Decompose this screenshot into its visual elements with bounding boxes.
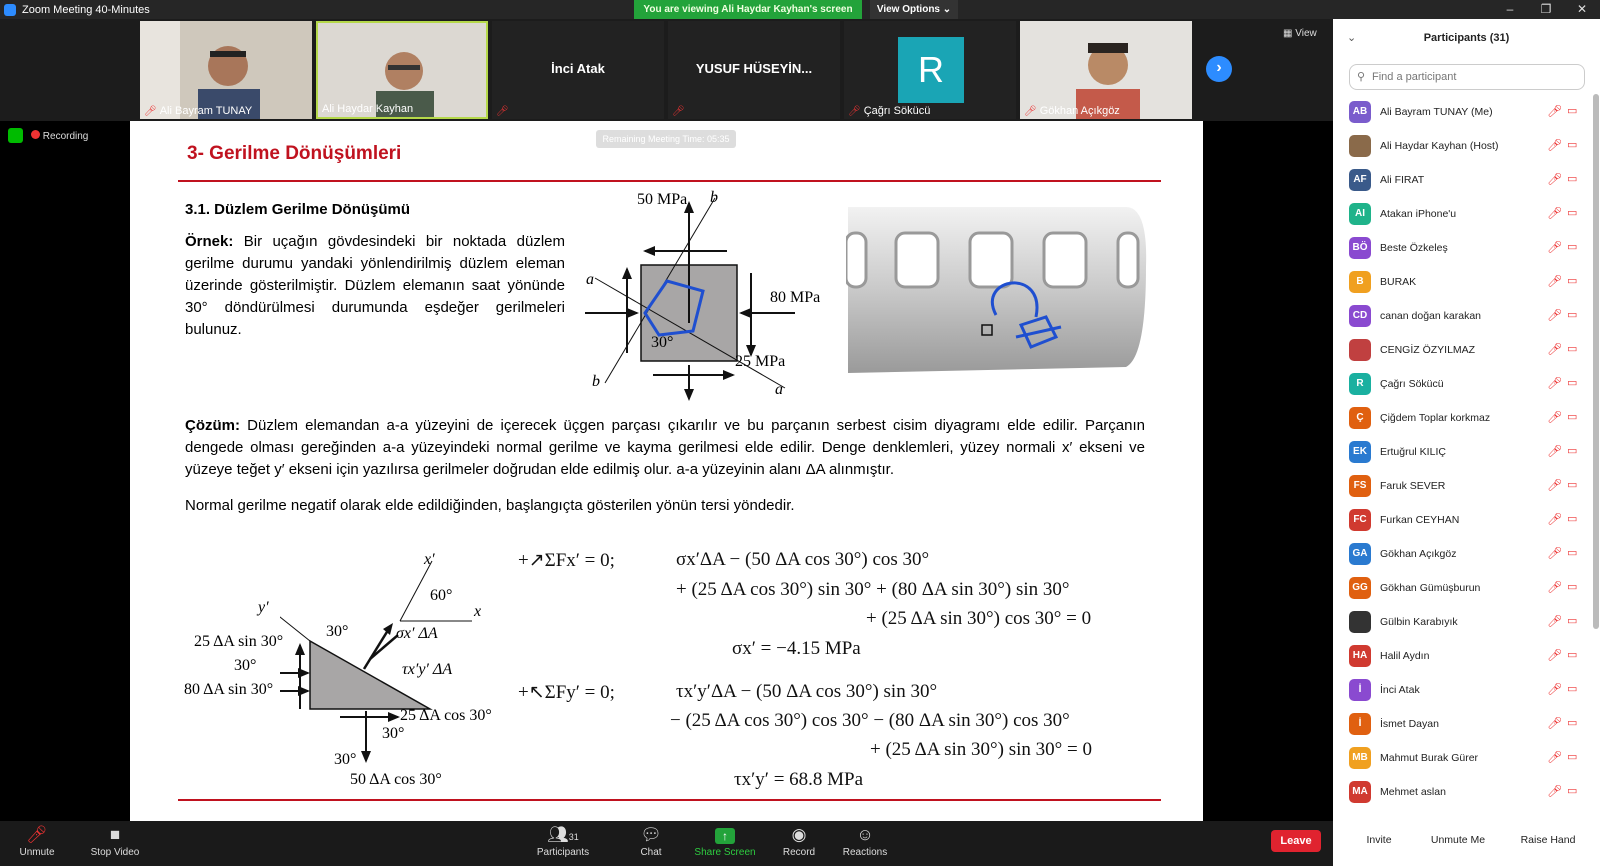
fbd-label: 30° <box>234 657 257 674</box>
avatar: FC <box>1349 509 1371 531</box>
muted-mic-icon: 🎤︎ <box>496 106 509 117</box>
participant-row[interactable] <box>1333 572 1600 606</box>
share-label: Share Screen <box>694 847 756 858</box>
participant-name: Gökhan Gümüşburun <box>1380 582 1481 594</box>
search-placeholder: Find a participant <box>1372 71 1457 83</box>
participant-name: BURAK <box>1380 276 1417 288</box>
record-label: Record <box>782 847 816 858</box>
video-off-icon: ▭ <box>1567 445 1578 457</box>
muted-mic-icon: 🎤︎ <box>672 106 685 117</box>
record-icon: ◉ <box>791 825 807 844</box>
fig1-label: 30° <box>651 334 674 351</box>
participant-row[interactable] <box>1333 232 1600 266</box>
tile-center-name: İnci Atak <box>551 61 605 76</box>
video-off-icon: ▭ <box>1567 547 1578 559</box>
fig1-label: a <box>775 381 783 398</box>
participant-name: Çiğdem Toplar korkmaz <box>1380 412 1491 424</box>
share-screen-button[interactable] <box>690 823 760 858</box>
participant-name: Beste Özkeleş <box>1380 242 1448 254</box>
video-tile[interactable] <box>668 21 840 119</box>
free-body-diagram <box>280 551 510 781</box>
muted-mic-icon: 🎤︎ <box>1547 376 1563 390</box>
tile-center-name: YUSUF HÜSEYİN... <box>695 61 813 76</box>
muted-mic-icon: 🎤︎ <box>1024 105 1037 117</box>
solution-paragraph <box>185 415 1145 481</box>
fbd-label: 80 ΔA sin 30° <box>184 681 274 698</box>
avatar: R <box>1349 373 1371 395</box>
footer-divider <box>178 799 1161 801</box>
participants-label: Participants <box>536 847 590 858</box>
participants-count: 31 <box>568 832 579 842</box>
note-paragraph: Normal gerilme negatif olarak elde edildiğinden, başlangıçta gösterilen yönün tersi yöndedir. <box>185 497 795 514</box>
participant-row[interactable] <box>1333 436 1600 470</box>
equation-line: − (25 ΔA cos 30°) cos 30° − (80 ΔA sin 30°) cos 30° <box>670 710 1070 731</box>
muted-mic-icon: 🎤︎ <box>1547 444 1563 458</box>
muted-mic-icon: 🎤︎ <box>1547 410 1563 424</box>
avatar: GA <box>1349 543 1371 565</box>
unmute-label: Unmute <box>19 847 55 858</box>
avatar <box>1349 339 1371 361</box>
record-dot-icon <box>31 130 40 139</box>
video-off-icon: ▭ <box>1567 513 1578 525</box>
recording-label: Recording <box>42 130 89 142</box>
muted-mic-icon: 🎤︎ <box>1547 342 1563 356</box>
video-off-icon: ▭ <box>1567 377 1578 389</box>
fbd-label: 25 ΔA cos 30° <box>400 707 492 724</box>
participant-row[interactable] <box>1333 130 1600 164</box>
fbd-label: 25 ΔA sin 30° <box>194 633 284 650</box>
avatar: AB <box>1349 101 1371 123</box>
avatar: R <box>898 37 964 103</box>
muted-mic-icon: 🎤︎ <box>1547 104 1563 118</box>
video-off-icon: ▭ <box>1567 581 1578 593</box>
participant-row[interactable] <box>1333 402 1600 436</box>
participant-name: Faruk SEVER <box>1380 480 1446 492</box>
video-off-icon: ▭ <box>1567 785 1578 797</box>
avatar: AI <box>1349 203 1371 225</box>
record-button[interactable] <box>764 823 834 858</box>
screen-share-banner: You are viewing Ali Haydar Kayhan's screen <box>634 0 862 19</box>
fbd-label: x <box>474 603 482 620</box>
muted-mic-icon: 🎤︎ <box>1547 308 1563 322</box>
participant-row[interactable] <box>1333 538 1600 572</box>
minimize-icon[interactable]: – <box>1506 2 1514 16</box>
video-off-icon: ▭ <box>1567 717 1578 729</box>
participants-button[interactable] <box>528 823 598 858</box>
tile-name: Ali Bayram TUNAY <box>159 105 253 117</box>
tile-name: Ali Haydar Kayhan <box>322 103 414 115</box>
muted-mic-icon: 🎤︎ <box>1547 206 1563 220</box>
participant-row[interactable] <box>1333 674 1600 708</box>
fbd-label: τx′y′ ΔA <box>402 661 453 678</box>
participant-name: Mehmet aslan <box>1380 786 1446 798</box>
muted-mic-icon: 🎤︎ <box>1547 750 1563 764</box>
video-tile[interactable] <box>1020 21 1192 119</box>
avatar: HA <box>1349 645 1371 667</box>
search-icon: ⚲ <box>1357 71 1366 83</box>
leave-button[interactable]: Leave <box>1271 830 1321 852</box>
view-label: View <box>1295 28 1317 39</box>
participant-row[interactable] <box>1333 334 1600 368</box>
zoom-logo-icon <box>4 4 16 16</box>
equation-line: + (25 ΔA sin 30°) cos 30° = 0 <box>866 608 1092 629</box>
participant-row[interactable] <box>1333 504 1600 538</box>
window-title: Zoom Meeting 40-Minutes <box>22 3 150 16</box>
fig1-label: b <box>592 373 600 390</box>
emoji-icon: ☺ <box>856 825 874 844</box>
unmute-me-button[interactable]: Unmute Me <box>1430 834 1486 846</box>
participant-name: Furkan CEYHAN <box>1380 514 1460 526</box>
muted-mic-icon: 🎤︎ <box>1547 478 1563 492</box>
avatar: BÖ <box>1349 237 1371 259</box>
video-off-icon: ▭ <box>1567 207 1578 219</box>
stop-video-button[interactable] <box>80 823 150 858</box>
participant-row[interactable] <box>1333 640 1600 674</box>
participant-name: Mahmut Burak Gürer <box>1380 752 1479 764</box>
participant-row[interactable] <box>1333 198 1600 232</box>
example-paragraph <box>185 231 565 341</box>
view-button[interactable]: ▦ View <box>1283 28 1317 39</box>
participant-row[interactable] <box>1333 708 1600 742</box>
camera-icon: ■ <box>109 825 121 844</box>
fbd-label: 60° <box>430 587 453 604</box>
participant-name: Çağrı Sökücü <box>1380 378 1444 390</box>
avatar: CD <box>1349 305 1371 327</box>
video-tile[interactable] <box>492 21 664 119</box>
chat-button[interactable] <box>616 823 686 858</box>
avatar: GG <box>1349 577 1371 599</box>
equation-line: τx′y′ΔA − (50 ΔA cos 30°) sin 30° <box>676 681 938 702</box>
participants-panel <box>1333 19 1600 866</box>
muted-mic-icon: 🎤︎ <box>1547 138 1563 152</box>
scrollbar[interactable] <box>1593 94 1599 629</box>
video-off-icon: ▭ <box>1567 751 1578 763</box>
video-off-icon: ▭ <box>1567 615 1578 627</box>
participant-name: Ali FIRAT <box>1380 174 1425 186</box>
muted-mic-icon: 🎤︎ <box>1547 546 1563 560</box>
fbd-label: y′ <box>258 599 269 616</box>
participant-row[interactable] <box>1333 742 1600 776</box>
participant-row[interactable] <box>1333 266 1600 300</box>
unmute-button[interactable] <box>2 823 72 858</box>
avatar: MA <box>1349 781 1371 803</box>
tile-name: Çağrı Sökücü <box>863 105 931 117</box>
close-icon[interactable]: ✕ <box>1576 2 1588 16</box>
participant-row[interactable] <box>1333 470 1600 504</box>
avatar <box>1349 135 1371 157</box>
participant-name: Atakan iPhone'u <box>1380 208 1457 220</box>
video-off-icon: ▭ <box>1567 309 1578 321</box>
video-tile-active[interactable] <box>316 21 488 119</box>
participant-name: Ali Bayram TUNAY (Me) <box>1380 106 1493 118</box>
participant-row[interactable] <box>1333 96 1600 130</box>
remaining-time: Remaining Meeting Time: 05:35 <box>596 130 736 148</box>
raise-hand-button[interactable]: Raise Hand <box>1520 834 1576 846</box>
equation-result: σx′ = −4.15 MPa <box>732 638 861 659</box>
avatar: İ <box>1349 679 1371 701</box>
muted-mic-icon: 🎤︎ <box>1547 784 1563 798</box>
recording-indicator <box>8 128 88 143</box>
chat-label: Chat <box>640 847 662 858</box>
participant-name: canan doğan karakan <box>1380 310 1481 322</box>
view-options-button[interactable]: View Options ⌄ <box>870 0 958 19</box>
participant-row[interactable] <box>1333 776 1600 810</box>
participant-name: Gökhan Açıkgöz <box>1380 548 1457 560</box>
solution-text: Düzlem elemandan a-a yüzeyini de içerecek üçgen parçası çıkarılır ve bu parçanın serbest cisim diyagramı elde edilir. Parçanın dengede olması gereğinden a-a yüzeyindeki normal gerilme ve kayma gerilmesi elde edilir. Denge denklemleri, yüzey normali x′ ekseni ve yüzeye teğet y′ ekseni için yazılırsa gerilmeler doğrudan elde edilmiş olur. a-a yüzeyinin alanı ΔA alınmıştır. <box>185 417 1145 478</box>
fig1-label: a <box>586 271 594 288</box>
participant-name: İsmet Dayan <box>1380 718 1439 730</box>
panel-footer <box>1333 821 1600 866</box>
chevron-down-icon[interactable]: ⌄ <box>1347 32 1357 44</box>
participant-name: CENGİZ ÖZYILMAZ <box>1380 344 1476 356</box>
muted-mic-icon: 🎤︎ <box>1547 580 1563 594</box>
participant-name: Ali Haydar Kayhan (Host) <box>1380 140 1499 152</box>
video-off-icon: ▭ <box>1567 343 1578 355</box>
avatar <box>1349 611 1371 633</box>
muted-mic-icon: 🎤︎ <box>26 825 48 844</box>
muted-mic-icon: 🎤︎ <box>1547 512 1563 526</box>
title-divider <box>178 180 1161 182</box>
participant-row[interactable] <box>1333 606 1600 640</box>
participant-name: İnci Atak <box>1380 684 1420 696</box>
reactions-label: Reactions <box>842 847 888 858</box>
equation-result: τx′y′ = 68.8 MPa <box>734 769 864 790</box>
stop-video-label: Stop Video <box>90 847 140 858</box>
equation-sum-y: +↖ΣFy′ = 0; <box>518 682 615 703</box>
fbd-label: σx′ ΔA <box>396 625 438 642</box>
muted-mic-icon: 🎤︎ <box>1547 614 1563 628</box>
fbd-label: x′ <box>424 551 435 568</box>
next-page-button[interactable]: › <box>1206 56 1232 82</box>
fig1-label: 50 MPa <box>637 191 688 208</box>
avatar: FS <box>1349 475 1371 497</box>
slide-title: 3- Gerilme Dönüşümleri <box>187 143 402 164</box>
shield-icon <box>8 128 23 143</box>
muted-mic-icon: 🎤︎ <box>1547 648 1563 662</box>
solution-label: Çözüm: <box>185 417 240 434</box>
slide <box>130 121 1203 821</box>
panel-title: Participants (31) <box>1423 32 1510 44</box>
muted-mic-icon: 🎤︎ <box>1547 240 1563 254</box>
fig1-label: 25 MPa <box>735 353 786 370</box>
muted-mic-icon: 🎤︎ <box>144 105 157 117</box>
video-tile[interactable] <box>844 21 1016 119</box>
video-off-icon: ▭ <box>1567 173 1578 185</box>
video-off-icon: ▭ <box>1567 411 1578 423</box>
participant-name: Ertuğrul KILIÇ <box>1380 446 1446 458</box>
avatar: İ <box>1349 713 1371 735</box>
people-icon: 👥︎31 <box>547 825 579 844</box>
example-text: Bir uçağın gövdesindeki bir noktada düzlem gerilme durumu yandaki yönlendirilmiş düzlem eleman üzerinde gösterilmiştir. Düzlem elemanın saat yönünde 30° döndürülmesi durumunda eşdeğer gerilmeleri bulunuz. <box>185 233 565 338</box>
fig1-label: b <box>710 189 718 206</box>
meeting-toolbar <box>0 821 1333 866</box>
muted-mic-icon: 🎤︎ <box>1547 274 1563 288</box>
search-input[interactable] <box>1349 64 1585 90</box>
fuselage-figure <box>846 207 1148 373</box>
muted-mic-icon: 🎤︎ <box>1547 172 1563 186</box>
fbd-label: 30° <box>382 725 405 742</box>
equation-line: + (25 ΔA sin 30°) sin 30° = 0 <box>870 739 1092 760</box>
video-off-icon: ▭ <box>1567 139 1578 151</box>
fbd-label: 50 ΔA cos 30° <box>350 771 442 788</box>
restore-icon[interactable]: ❐ <box>1540 2 1552 16</box>
equation-line: σx′ΔA − (50 ΔA cos 30°) cos 30° <box>676 549 930 570</box>
share-icon: ↑ <box>690 823 760 847</box>
section-subtitle: 3.1. Düzlem Gerilme Dönüşümü <box>185 201 411 218</box>
muted-mic-icon: 🎤︎ <box>1547 716 1563 730</box>
participant-row[interactable] <box>1333 300 1600 334</box>
chat-icon: 💬︎ <box>640 825 662 844</box>
avatar: MB <box>1349 747 1371 769</box>
participant-row[interactable] <box>1333 368 1600 402</box>
participant-row[interactable] <box>1333 164 1600 198</box>
video-off-icon: ▭ <box>1567 275 1578 287</box>
equation-sum-x: +↗ΣFx′ = 0; <box>518 550 615 571</box>
video-tile[interactable] <box>140 21 312 119</box>
avatar: EK <box>1349 441 1371 463</box>
avatar: AF <box>1349 169 1371 191</box>
avatar: Ç <box>1349 407 1371 429</box>
video-off-icon: ▭ <box>1567 479 1578 491</box>
participant-name: Halil Aydın <box>1380 650 1430 662</box>
muted-mic-icon: 🎤︎ <box>848 105 861 117</box>
muted-mic-icon: 🎤︎ <box>1547 682 1563 696</box>
invite-button[interactable]: Invite <box>1366 834 1392 846</box>
equation-line: + (25 ΔA cos 30°) sin 30° + (80 ΔA sin 30°) sin 30° <box>676 579 1070 600</box>
fbd-label: 30° <box>326 623 349 640</box>
video-off-icon: ▭ <box>1567 105 1578 117</box>
tile-name: Gökhan Açıkgöz <box>1039 105 1120 117</box>
example-label: Örnek: <box>185 233 234 250</box>
video-off-icon: ▭ <box>1567 683 1578 695</box>
fbd-label: 30° <box>334 751 357 768</box>
participant-name: Gülbin Karabıyık <box>1380 616 1458 628</box>
reactions-button[interactable] <box>830 823 900 858</box>
video-off-icon: ▭ <box>1567 649 1578 661</box>
avatar: B <box>1349 271 1371 293</box>
fig1-label: 80 MPa <box>770 289 821 306</box>
video-off-icon: ▭ <box>1567 241 1578 253</box>
